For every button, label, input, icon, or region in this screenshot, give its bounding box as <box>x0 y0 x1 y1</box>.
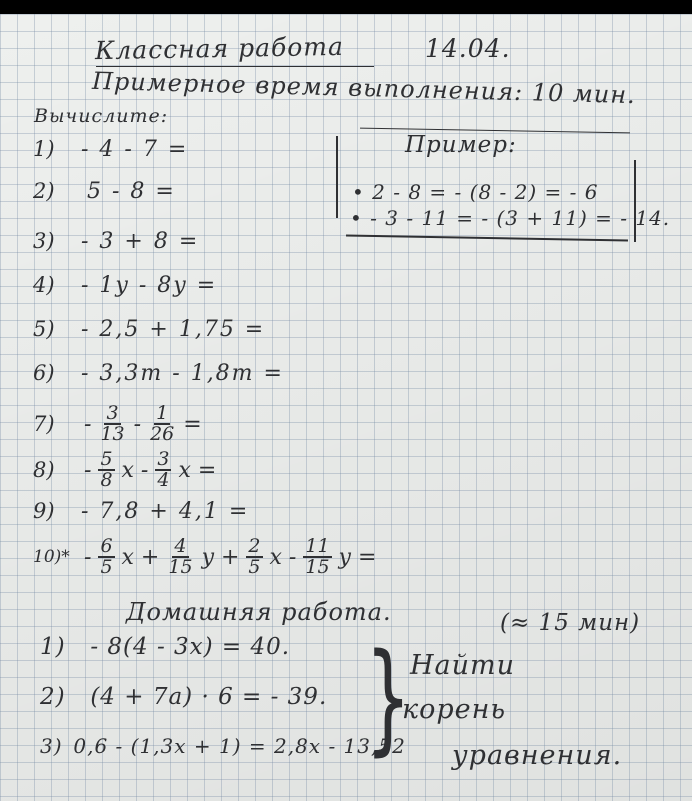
example-left-bar <box>336 136 338 218</box>
numerator: 5 <box>100 448 113 470</box>
numerator: 2 <box>248 535 261 557</box>
task-row <box>33 532 379 582</box>
task-number: 6) <box>33 361 55 385</box>
task-sign: - <box>84 544 92 570</box>
denominator: 15 <box>168 556 193 578</box>
task-row <box>33 266 217 304</box>
task-number: 1) <box>33 137 55 161</box>
task-expression: - 7,8 + 4,1 = <box>81 498 250 524</box>
task-number: 2) <box>33 179 55 203</box>
homework-note-line: корень <box>402 694 507 725</box>
task-operator: x + <box>121 544 160 570</box>
denominator: 26 <box>150 423 175 445</box>
task-expression: - 4 - 7 = <box>81 136 189 162</box>
denominator: 15 <box>305 556 330 578</box>
denominator: 5 <box>248 556 261 578</box>
task-expression: - 3,3m - 1,8m = <box>81 360 284 386</box>
example-bottom-rule <box>346 235 628 242</box>
example-item: • - 3 - 11 = - (3 + 11) = - 14. <box>350 206 671 230</box>
task-expression: - 3 + 8 = <box>81 228 200 254</box>
fraction <box>98 537 114 577</box>
numerator: 6 <box>100 535 113 557</box>
task-row <box>33 354 284 392</box>
fraction <box>166 537 194 577</box>
task-sign: - <box>84 457 92 483</box>
task-number: 10)* <box>33 547 70 567</box>
task-row <box>33 400 205 448</box>
task-equals: y = <box>338 544 377 570</box>
title-underline <box>96 66 374 67</box>
example-title: Пример: <box>405 132 517 158</box>
task-sign: - <box>84 411 92 437</box>
task-row <box>33 446 219 494</box>
task-expression: - 1y - 8y = <box>81 272 218 298</box>
fraction <box>98 404 126 444</box>
numerator: 11 <box>305 535 330 557</box>
task-number: 8) <box>33 458 55 482</box>
numerator: 3 <box>157 448 170 470</box>
page-title: Классная работа <box>94 31 345 66</box>
homework-task <box>40 734 406 758</box>
task-expression: 5 - 8 = <box>87 178 176 204</box>
task-operator: y + <box>201 544 240 570</box>
task-number: 4) <box>33 273 55 297</box>
notebook-page <box>0 14 692 801</box>
task-row <box>33 310 265 348</box>
fraction <box>155 450 171 490</box>
task-operator: x - <box>121 457 149 483</box>
task-row <box>33 492 249 530</box>
homework-note-line: Найти <box>410 650 516 681</box>
task-equals: = <box>183 411 202 437</box>
example-item: • 2 - 8 = - (8 - 2) = - 6 <box>352 180 599 204</box>
homework-task-number: 2) <box>40 684 66 710</box>
task-expression: - 2,5 + 1,75 = <box>81 316 266 342</box>
task-number: 5) <box>33 317 55 341</box>
homework-task-number: 3) <box>40 734 63 758</box>
homework-task-expression: (4 + 7a) · 6 = - 39. <box>90 684 328 710</box>
task-equals: x = <box>178 457 217 483</box>
homework-task-expression: 0,6 - (1,3x + 1) = 2,8x - 13,52 <box>73 734 406 758</box>
task-row <box>33 222 199 260</box>
denominator: 4 <box>157 469 170 491</box>
fraction <box>148 404 176 444</box>
numerator: 3 <box>106 402 119 424</box>
fraction <box>303 537 331 577</box>
homework-task-number: 1) <box>40 634 66 660</box>
fraction <box>246 537 262 577</box>
task-number: 7) <box>33 412 55 436</box>
denominator: 13 <box>100 423 125 445</box>
homework-note-line: уравнения. <box>452 740 623 771</box>
task-number: 9) <box>33 499 55 523</box>
fraction <box>98 450 114 490</box>
task-operator: - <box>133 411 142 437</box>
homework-title: Домашняя работа. <box>126 598 392 626</box>
denominator: 8 <box>100 469 113 491</box>
page-date: 14.04. <box>425 34 511 63</box>
homework-task <box>40 684 327 710</box>
task-row <box>33 130 188 168</box>
instruction-label: Вычислите: <box>34 105 169 127</box>
homework-task <box>40 634 290 660</box>
page-subtitle: Примерное время выполнения: 10 мин. <box>91 66 637 110</box>
task-operator: x - <box>269 544 297 570</box>
homework-task-expression: - 8(4 - 3x) = 40. <box>90 634 291 660</box>
task-row <box>33 172 176 210</box>
curly-brace: } <box>365 629 412 768</box>
denominator: 5 <box>100 556 113 578</box>
task-number: 3) <box>33 229 55 253</box>
homework-time: (≈ 15 мин) <box>500 610 641 636</box>
numerator: 1 <box>156 402 169 424</box>
numerator: 4 <box>174 535 187 557</box>
